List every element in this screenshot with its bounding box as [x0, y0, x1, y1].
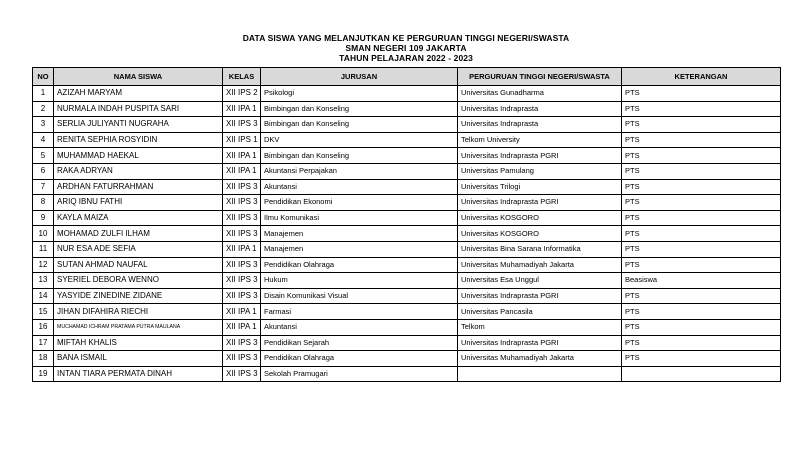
cell-nama-siswa: NUR ESA ADE SEFIA	[54, 241, 223, 257]
cell-keterangan: PTS	[622, 257, 781, 273]
table-row	[33, 366, 781, 382]
cell-kelas: XII IPS 2	[223, 86, 261, 102]
table-row	[33, 335, 781, 351]
cell-keterangan: PTS	[622, 179, 781, 195]
table-row	[33, 117, 781, 133]
table-row	[33, 195, 781, 211]
cell-jurusan: Manajemen	[261, 241, 458, 257]
cell-jurusan: Disain Komunikasi Visual	[261, 288, 458, 304]
table-header-row	[33, 68, 781, 86]
cell-keterangan: PTS	[622, 241, 781, 257]
cell-nama-siswa: SYERIEL DEBORA WENNO	[54, 273, 223, 289]
table-row	[33, 132, 781, 148]
cell-kelas: XII IPA 1	[223, 304, 261, 320]
cell-keterangan: PTS	[622, 86, 781, 102]
cell-kelas: XII IPS 3	[223, 226, 261, 242]
cell-kelas: XII IPA 1	[223, 163, 261, 179]
cell-keterangan: PTS	[622, 319, 781, 335]
cell-jurusan: Manajemen	[261, 226, 458, 242]
cell-keterangan: PTS	[622, 351, 781, 367]
table-row	[33, 226, 781, 242]
cell-kelas: XII IPS 3	[223, 195, 261, 211]
cell-keterangan: PTS	[622, 335, 781, 351]
cell-nama-siswa: ARDHAN FATURRAHMAN	[54, 179, 223, 195]
cell-perguruan-tinggi: Universitas Indraprasta PGRI	[458, 195, 622, 211]
table-row	[33, 257, 781, 273]
table-row	[33, 351, 781, 367]
table-row	[33, 210, 781, 226]
cell-nama-siswa: MUHAMMAD HAEKAL	[54, 148, 223, 164]
cell-jurusan: Hukum	[261, 273, 458, 289]
cell-no: 8	[33, 195, 54, 211]
cell-no: 17	[33, 335, 54, 351]
cell-jurusan: Bimbingan dan Konseling	[261, 101, 458, 117]
cell-nama-siswa: INTAN TIARA PERMATA DINAH	[54, 366, 223, 382]
column-header-pt: PERGURUAN TINGGI NEGERI/SWASTA	[458, 68, 622, 86]
cell-kelas: XII IPS 3	[223, 366, 261, 382]
cell-jurusan: Ilmu Komunikasi	[261, 210, 458, 226]
cell-nama-siswa: NURMALA INDAH PUSPITA SARI	[54, 101, 223, 117]
cell-perguruan-tinggi: Universitas Indraprasta	[458, 117, 622, 133]
cell-keterangan: Beasiswa	[622, 273, 781, 289]
table-row	[33, 319, 781, 335]
cell-jurusan: Akuntansi Perpajakan	[261, 163, 458, 179]
cell-no: 19	[33, 366, 54, 382]
cell-keterangan: PTS	[622, 117, 781, 133]
cell-no: 10	[33, 226, 54, 242]
cell-jurusan: Pendidikan Olahraga	[261, 351, 458, 367]
cell-jurusan: Psikologi	[261, 86, 458, 102]
cell-jurusan: Bimbingan dan Konseling	[261, 117, 458, 133]
cell-perguruan-tinggi: Universitas Indraprasta PGRI	[458, 288, 622, 304]
cell-jurusan: Akuntansi	[261, 319, 458, 335]
cell-jurusan: Sekolah Pramugari	[261, 366, 458, 382]
cell-perguruan-tinggi: Universitas Indraprasta PGRI	[458, 335, 622, 351]
academic-year: TAHUN PELAJARAN 2022 - 2023	[339, 53, 473, 63]
document-title: DATA SISWA YANG MELANJUTKAN KE PERGURUAN TINGGI NEGERI/SWASTA	[242, 33, 570, 43]
cell-jurusan: Pendidikan Sejarah	[261, 335, 458, 351]
cell-no: 1	[33, 86, 54, 102]
cell-no: 5	[33, 148, 54, 164]
cell-nama-siswa: YASYIDE ZINEDINE ZIDANE	[54, 288, 223, 304]
cell-no: 12	[33, 257, 54, 273]
column-header-no: NO	[33, 68, 54, 86]
cell-keterangan: PTS	[622, 132, 781, 148]
cell-perguruan-tinggi: Universitas Pancasila	[458, 304, 622, 320]
column-header-keterangan: KETERANGAN	[622, 68, 781, 86]
cell-perguruan-tinggi: Universitas Gunadharma	[458, 86, 622, 102]
cell-nama-siswa: RAKA ADRYAN	[54, 163, 223, 179]
student-table	[32, 67, 781, 382]
cell-keterangan: PTS	[622, 210, 781, 226]
cell-jurusan: Bimbingan dan Konseling	[261, 148, 458, 164]
cell-perguruan-tinggi: Universitas Indraprasta	[458, 101, 622, 117]
cell-kelas: XII IPA 1	[223, 319, 261, 335]
cell-kelas: XII IPA 1	[223, 241, 261, 257]
cell-nama-siswa: BANA ISMAIL	[54, 351, 223, 367]
cell-no: 4	[33, 132, 54, 148]
school-name: SMAN NEGERI 109 JAKARTA	[345, 43, 467, 53]
cell-nama-siswa: SUTAN AHMAD NAUFAL	[54, 257, 223, 273]
cell-no: 9	[33, 210, 54, 226]
cell-kelas: XII IPS 3	[223, 210, 261, 226]
cell-no: 11	[33, 241, 54, 257]
cell-no: 18	[33, 351, 54, 367]
cell-kelas: XII IPS 3	[223, 288, 261, 304]
cell-perguruan-tinggi: Universitas Muhamadiyah Jakarta	[458, 257, 622, 273]
table-row	[33, 163, 781, 179]
table-row	[33, 304, 781, 320]
cell-kelas: XII IPS 3	[223, 179, 261, 195]
cell-no: 2	[33, 101, 54, 117]
cell-keterangan: PTS	[622, 163, 781, 179]
cell-keterangan: PTS	[622, 195, 781, 211]
cell-kelas: XII IPS 3	[223, 117, 261, 133]
table-row	[33, 179, 781, 195]
cell-no: 16	[33, 319, 54, 335]
cell-perguruan-tinggi: Universitas Trilogi	[458, 179, 622, 195]
cell-keterangan: PTS	[622, 288, 781, 304]
cell-kelas: XII IPS 3	[223, 351, 261, 367]
cell-no: 14	[33, 288, 54, 304]
cell-nama-siswa: AZIZAH MARYAM	[54, 86, 223, 102]
cell-no: 15	[33, 304, 54, 320]
document-title-block	[0, 33, 812, 63]
cell-no: 6	[33, 163, 54, 179]
table-row	[33, 101, 781, 117]
cell-jurusan: Akuntansi	[261, 179, 458, 195]
cell-jurusan: Pendidikan Ekonomi	[261, 195, 458, 211]
cell-keterangan: PTS	[622, 304, 781, 320]
cell-nama-siswa: MOHAMAD ZULFI ILHAM	[54, 226, 223, 242]
cell-jurusan: DKV	[261, 132, 458, 148]
cell-kelas: XII IPA 1	[223, 148, 261, 164]
cell-nama-siswa: MIFTAH KHALIS	[54, 335, 223, 351]
cell-perguruan-tinggi	[458, 366, 622, 382]
cell-keterangan: PTS	[622, 148, 781, 164]
column-header-kelas: KELAS	[223, 68, 261, 86]
cell-nama-siswa: JIHAN DIFAHIRA RIECHI	[54, 304, 223, 320]
cell-kelas: XII IPA 1	[223, 101, 261, 117]
table-row	[33, 288, 781, 304]
cell-perguruan-tinggi: Telkom	[458, 319, 622, 335]
cell-keterangan	[622, 366, 781, 382]
cell-keterangan: PTS	[622, 226, 781, 242]
cell-perguruan-tinggi: Telkom University	[458, 132, 622, 148]
cell-kelas: XII IPS 3	[223, 257, 261, 273]
cell-kelas: XII IPS 1	[223, 132, 261, 148]
cell-no: 3	[33, 117, 54, 133]
cell-kelas: XII IPS 3	[223, 273, 261, 289]
column-header-nama: NAMA SISWA	[54, 68, 223, 86]
cell-nama-siswa: ARIQ IBNU FATHI	[54, 195, 223, 211]
cell-keterangan: PTS	[622, 101, 781, 117]
cell-nama-siswa: MUCHAMAD ICHRAM PRATAMA PUTRA MAULANA	[54, 319, 223, 335]
column-header-jurusan: JURUSAN	[261, 68, 458, 86]
cell-nama-siswa: RENITA SEPHIA ROSYIDIN	[54, 132, 223, 148]
cell-kelas: XII IPS 3	[223, 335, 261, 351]
cell-jurusan: Farmasi	[261, 304, 458, 320]
cell-perguruan-tinggi: Universitas Esa Unggul	[458, 273, 622, 289]
cell-perguruan-tinggi: Universitas KOSGORO	[458, 226, 622, 242]
table-row	[33, 148, 781, 164]
table-row	[33, 86, 781, 102]
cell-perguruan-tinggi: Universitas Bina Sarana Informatika	[458, 241, 622, 257]
cell-perguruan-tinggi: Universitas Pamulang	[458, 163, 622, 179]
cell-jurusan: Pendidikan Olahraga	[261, 257, 458, 273]
table-row	[33, 241, 781, 257]
cell-no: 13	[33, 273, 54, 289]
cell-nama-siswa: SERLIA JULIYANTI NUGRAHA	[54, 117, 223, 133]
cell-perguruan-tinggi: Universitas KOSGORO	[458, 210, 622, 226]
table-row	[33, 273, 781, 289]
cell-perguruan-tinggi: Universitas Muhamadiyah Jakarta	[458, 351, 622, 367]
cell-no: 7	[33, 179, 54, 195]
cell-nama-siswa: KAYLA MAIZA	[54, 210, 223, 226]
cell-perguruan-tinggi: Universitas Indraprasta PGRI	[458, 148, 622, 164]
